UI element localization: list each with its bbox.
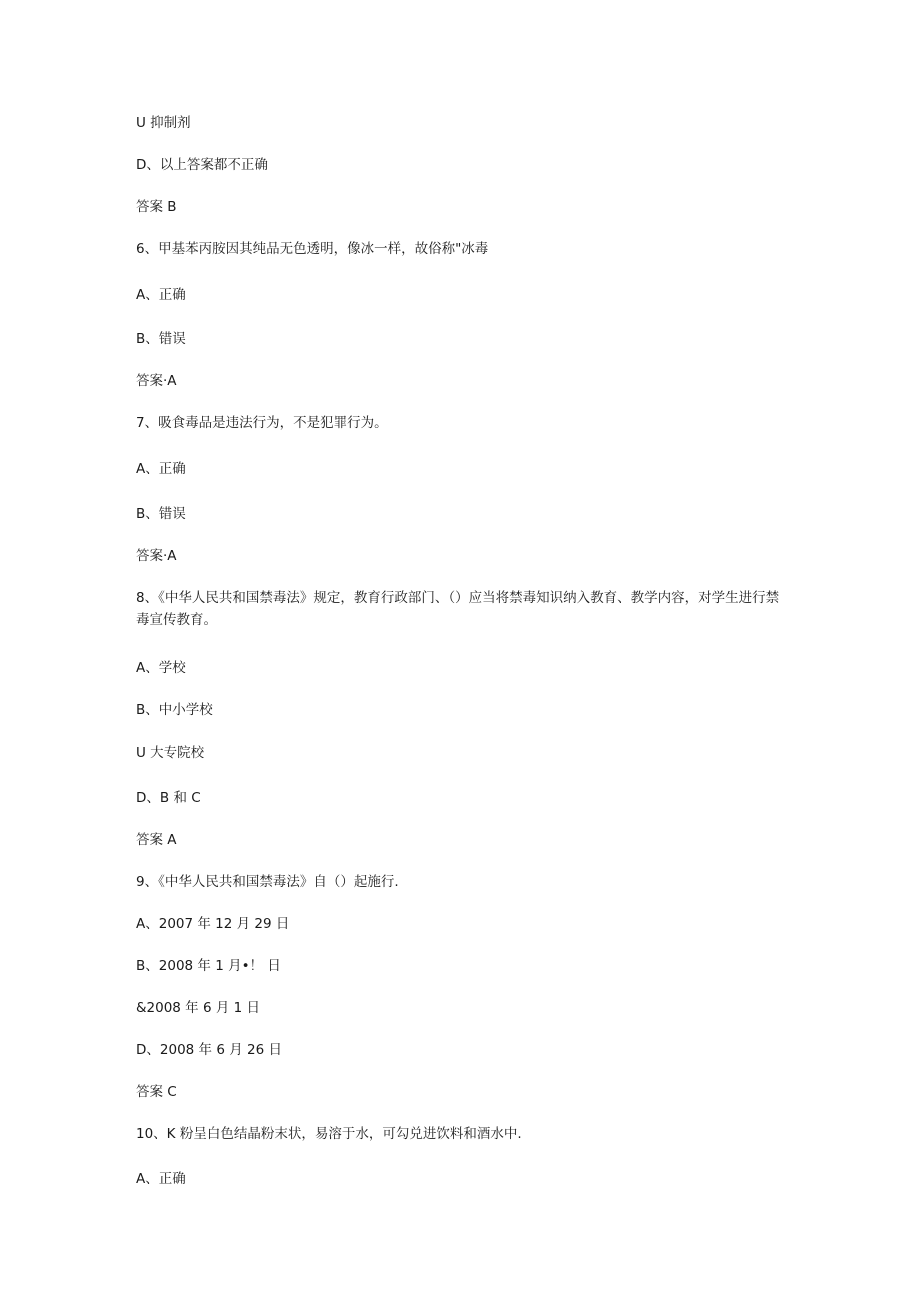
option-d-q9: D、2008 年 6 月 26 日 [136,1042,282,1058]
option-c-q9: &2008 年 6 月 1 日 [136,1000,261,1016]
option-b-q9: B、2008 年 1 月•！ 日 [136,958,281,974]
question-10: 10、K 粉呈白色结晶粉末状，易溶于水，可勾兑进饮料和酒水中. [136,1126,522,1142]
option-a-q10: A、正确 [136,1171,186,1187]
option-b-q8: B、中小学校 [136,702,213,718]
answer-q7: 答案·A [136,548,177,564]
question-6: 6、甲基苯丙胺因其纯品无色透明，像冰一样，故俗称"冰毒 [136,241,489,257]
option-a-q8: A、学校 [136,660,186,676]
option-a-q7: A、正确 [136,461,186,477]
option-d-q5: D、以上答案都不正确 [136,157,268,173]
answer-q6: 答案·A [136,373,177,389]
option-b-q7: B、错误 [136,506,186,522]
option-c-q5: U 抑制剂 [136,115,191,131]
option-b-q6: B、错误 [136,331,186,347]
question-8: 8、《中华人民共和国禁毒法》规定，教育行政部门、（）应当将禁毒知识纳入教育、教学内容，对学生进行禁毒宣传教育。 [136,590,780,628]
option-a-q6: A、正确 [136,287,186,303]
question-9: 9、《中华人民共和国禁毒法》自（）起施行. [136,874,399,890]
option-a-q9: A、2007 年 12 月 29 日 [136,916,290,932]
answer-q8: 答案 A [136,832,177,848]
answer-q9: 答案 C [136,1084,177,1100]
answer-q5: 答案 B [136,199,177,215]
option-c-q8: U 大专院校 [136,745,205,761]
option-d-q8: D、B 和 C [136,790,201,806]
question-7: 7、吸食毒品是违法行为，不是犯罪行为。 [136,415,388,431]
